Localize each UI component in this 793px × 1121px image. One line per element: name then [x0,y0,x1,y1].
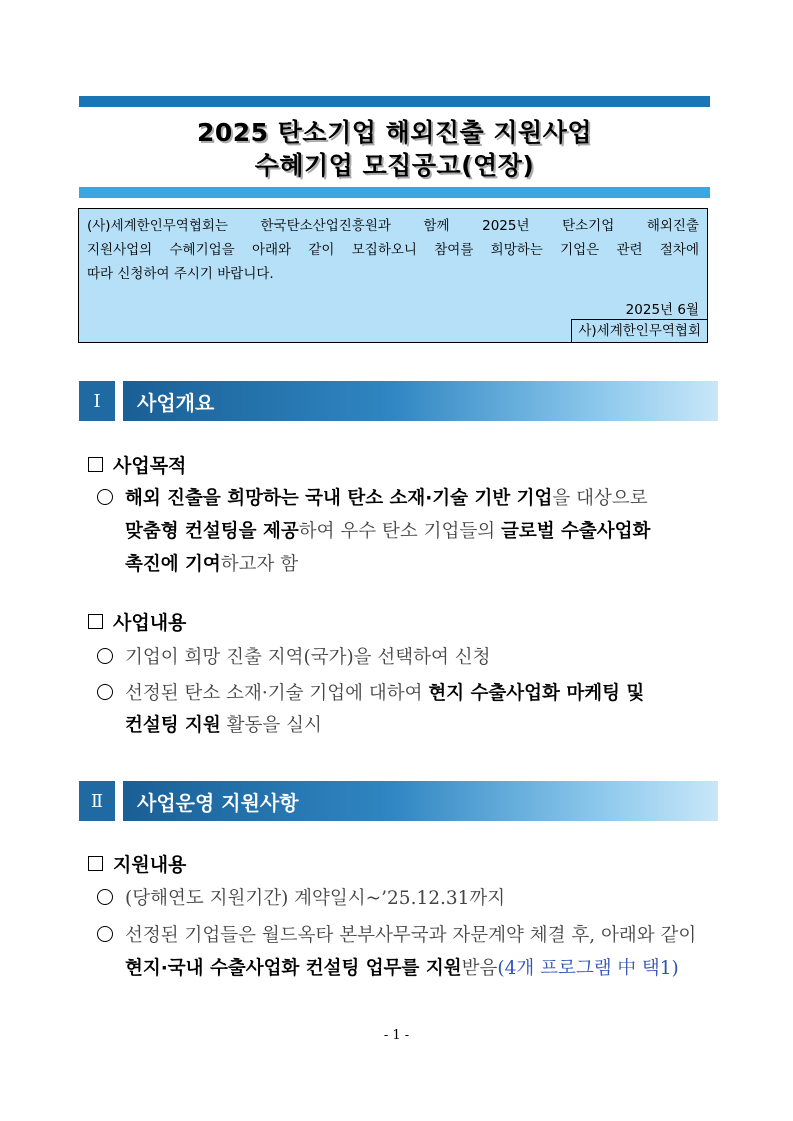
section1-title: 사업개요 [123,381,718,421]
notice-box [78,208,708,343]
support-item1: (당해연도 지원기간) 계약일시~’25.12.31까지 [97,882,505,916]
support-item2-line1: 선정된 기업들은 월드옥타 본부사무국과 자문계약 체결 후, 아래와 같이 [97,919,696,953]
circle-bullet-icon [97,489,113,505]
page-number: - 1 - [383,1028,410,1043]
support-heading: 지원내용 [88,850,186,877]
support-item2-line2: 현지·국내 수출사업화 컨설팅 업무를 지원받음(4개 프로그램 中 택1) [125,958,679,979]
checkbox-square-icon [88,614,103,629]
content-heading: 사업내용 [88,608,186,635]
notice-line1: (사)세계한인무역협회는 한국탄소산업진흥원과 함께 2025년 탄소기업 해외진출 [87,218,699,234]
purpose-line1: 해외 진출을 희망하는 국내 탄소 소재·기술 기반 기업을 대상으로 [97,482,648,516]
checkbox-square-icon [88,856,103,871]
checkbox-square-icon [88,457,103,472]
section1-number: Ⅰ [79,381,115,421]
circle-bullet-icon [97,926,113,942]
doc-title-line2: 수혜기업 모집공고(연장) [254,151,535,180]
section2-number: Ⅱ [79,781,115,821]
content-item2-line2: 컨설팅 지원 활동을 실시 [125,715,322,736]
section2-title: 사업운영 지원사항 [123,781,718,821]
title-top-bar [79,96,710,107]
notice-date: 2025년 6월 [625,302,699,318]
purpose-line2: 맞춤형 컨설팅을 제공하여 우수 탄소 기업들의 글로벌 수출사업화 [125,521,651,542]
content-item1: 기업이 희망 진출 지역(국가)을 선택하여 신청 [97,641,491,675]
title-bottom-bar [79,187,710,198]
notice-line2: 지원사업의 수혜기업을 아래와 같이 모집하오니 참여를 희망하는 기업은 관련 절차에 [87,242,699,258]
purpose-heading: 사업목적 [88,451,186,478]
doc-title-line1: 2025 탄소기업 해외진출 지원사업 [197,118,592,147]
circle-bullet-icon [97,889,113,905]
circle-bullet-icon [97,648,113,664]
content-item2-line1: 선정된 탄소 소재·기술 기업에 대하여 현지 수출사업화 마케팅 및 [97,677,644,711]
circle-bullet-icon [97,684,113,700]
purpose-line3: 촉진에 기여하고자 함 [125,554,299,575]
notice-line3: 따라 신청하여 주시기 바랍니다. [87,266,274,282]
notice-org: 사)세계한인무역협회 [571,319,707,342]
